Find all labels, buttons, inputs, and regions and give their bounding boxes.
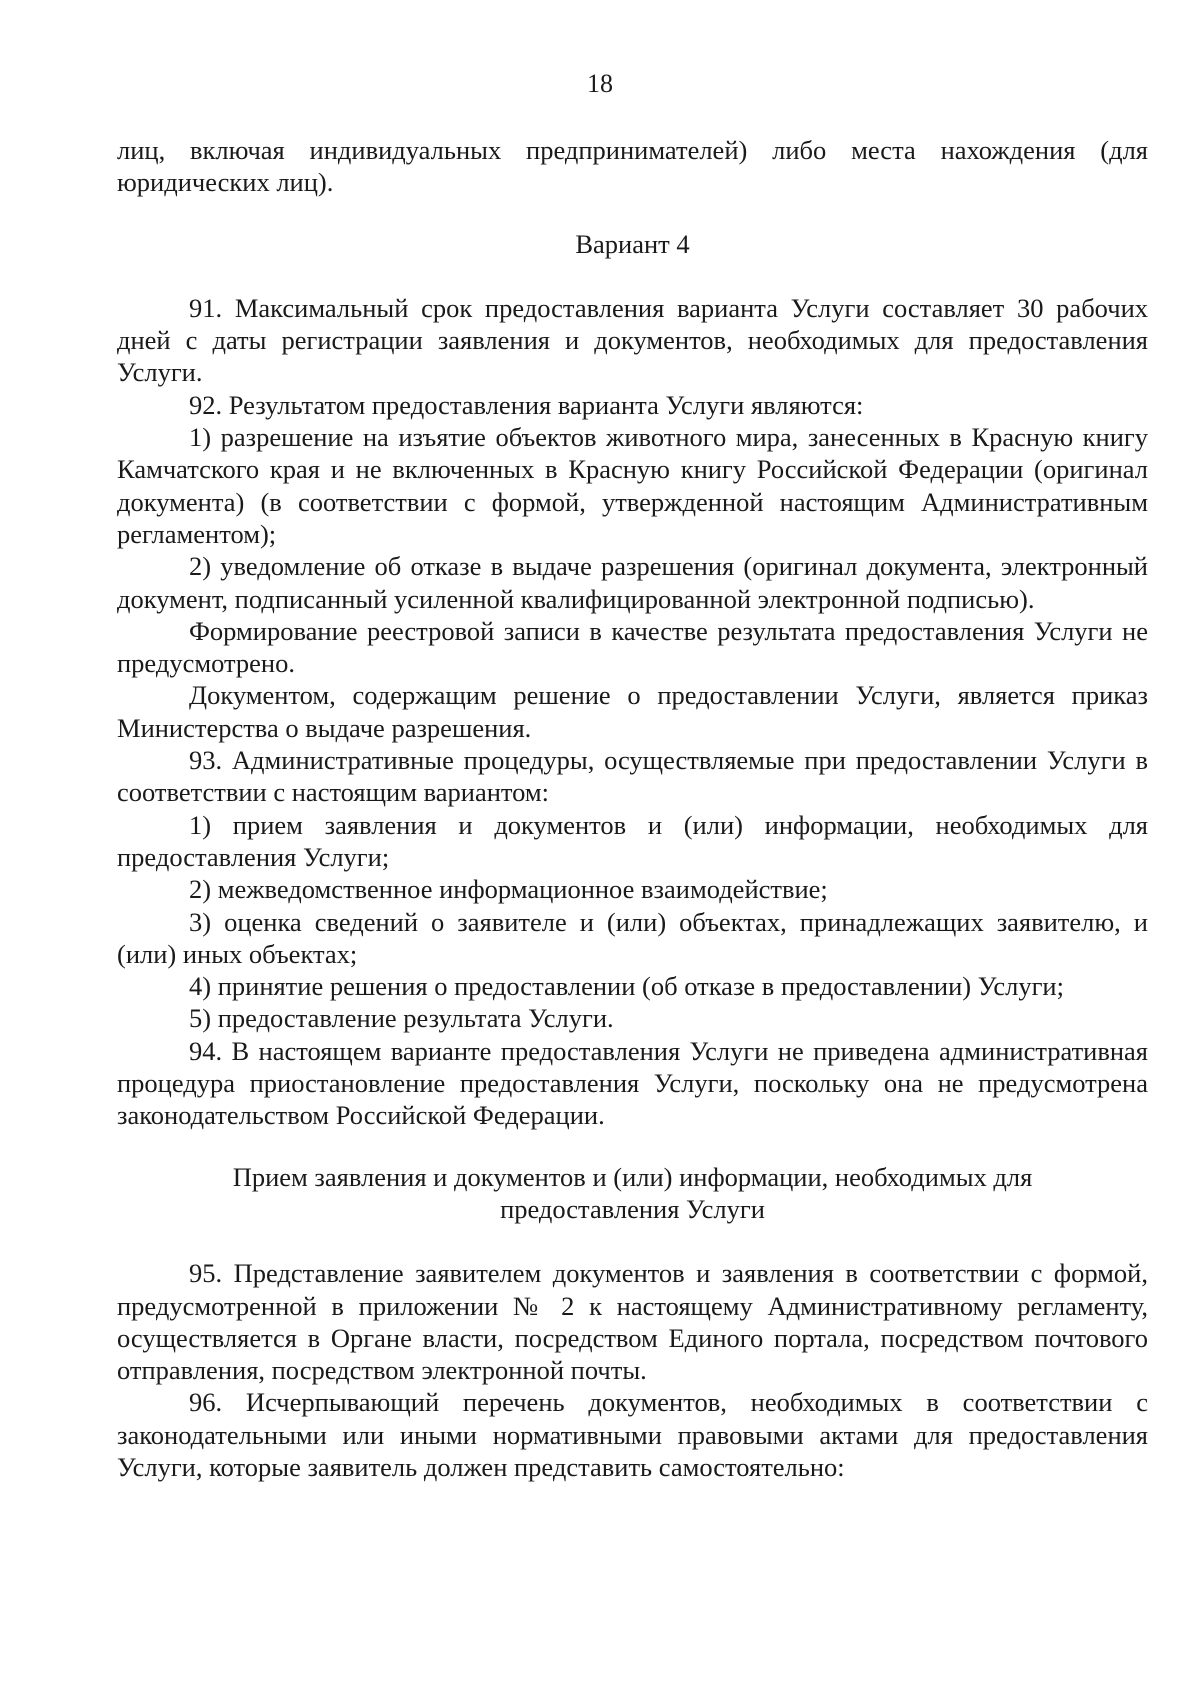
subsection-paragraphs	[117, 1257, 1148, 1483]
paragraph-decision-document: Документом, содержащим решение о предоставлении Услуги, является приказ Министерства о выдаче разрешения.	[117, 680, 1148, 743]
paragraph-93-item-4: 4) принятие решения о предоставлении (об отказе в предоставлении) Услуги;	[189, 971, 1064, 1002]
paragraph-91: 91. Максимальный срок предоставления варианта Услуги составляет 30 рабочих дней с даты регистрации заявления и документов, необходимых для предоставления Услуги.	[117, 292, 1148, 388]
section-title: Вариант 4	[575, 228, 690, 259]
document-body	[117, 134, 1148, 1483]
paragraph-93-item-3: 3) оценка сведений о заявителе и (или) объектах, принадлежащих заявителю, и (или) иных объектах;	[117, 906, 1148, 969]
intro-paragraph: лиц, включая индивидуальных предпринимателей) либо места нахождения (для юридических лиц).	[117, 135, 1148, 198]
section-paragraphs	[117, 292, 1148, 1132]
page-number: 18	[587, 69, 613, 98]
paragraph-93-item-1: 1) прием заявления и документов и (или) информации, необходимых для предоставления Услуги;	[117, 809, 1148, 872]
paragraph-95: 95. Представление заявителем документов и заявления в соответствии с формой, предусмотренной в приложении № 2 к настоящему Административному регламенту, осуществляется в Органе власти, посредством Единого портала, посредством почтового отправления, посредством электронной почты.	[117, 1258, 1148, 1386]
paragraph-registry-note: Формирование реестровой записи в качестве результата предоставления Услуги не предусмотрено.	[117, 615, 1148, 679]
paragraph-92: 92. Результатом предоставления варианта Услуги являются:	[189, 389, 864, 420]
paragraph-92-item-1: 1) разрешение на изъятие объектов животного мира, занесенных в Красную книгу Камчатского края и не включенных в Красную книгу Российской Федерации (оригинал документа) (в соответствии с формой, утвержденной настоящим Административным регламентом);	[117, 422, 1148, 549]
subsection-title-line-2: предоставления Услуги	[500, 1193, 765, 1224]
paragraph-93: 93. Административные процедуры, осуществляемые при предоставлении Услуги в соответствии с настоящим вариантом:	[117, 745, 1148, 808]
subsection-title-line-1: Прием заявления и документов и (или) информации, необходимых для	[232, 1161, 1033, 1192]
paragraph-93-item-2: 2) межведомственное информационное взаимодействие;	[189, 874, 828, 905]
paragraph-92-item-2: 2) уведомление об отказе в выдаче разрешения (оригинал документа, электронный документ, подписанный усиленной квалифицированной электронной подписью).	[117, 551, 1148, 614]
paragraph-94: 94. В настоящем варианте предоставления Услуги не приведена административная процедура приостановление предоставления Услуги, поскольку она не предусмотрена законодательством Российской Федерации.	[117, 1035, 1148, 1131]
subsection-title	[117, 1161, 1148, 1226]
paragraph-96: 96. Исчерпывающий перечень документов, необходимых в соответствии с законодательными или иными нормативными правовыми актами для предоставления Услуги, которые заявитель должен представить самостоятельно:	[117, 1387, 1148, 1482]
paragraph-93-item-5: 5) предоставление результата Услуги.	[189, 1003, 614, 1034]
